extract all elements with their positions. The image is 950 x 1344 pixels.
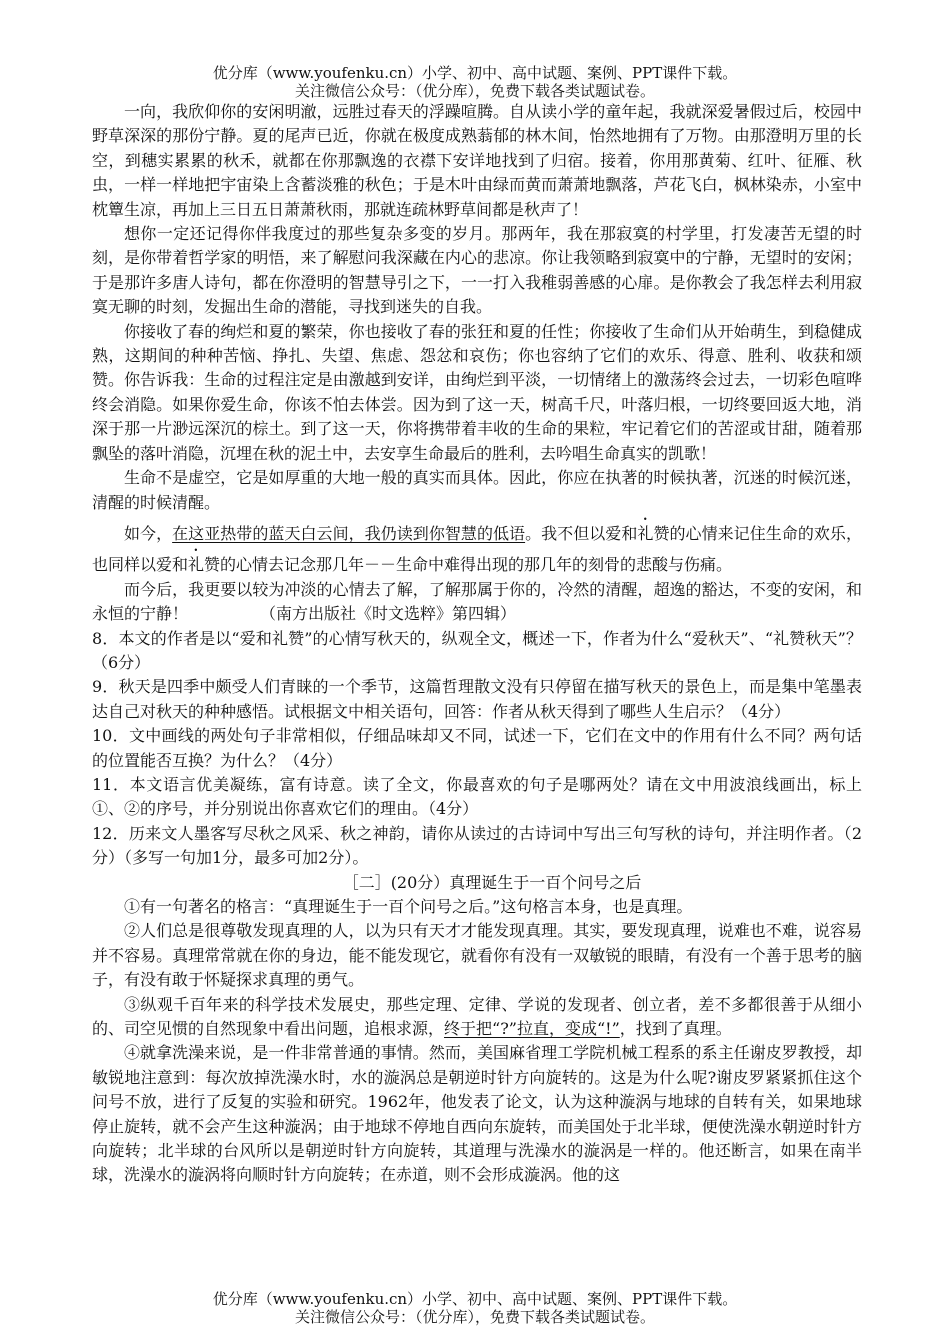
emphasis-char-2: 礼	[188, 555, 205, 575]
page-header	[0, 64, 950, 100]
essay1-paragraph-3: 你接收了春的绚烂和夏的繁荣，你也接收了春的张狂和夏的任性；你接收了生命们从开始萌生，到稳健成熟，这期间的种种苦恼、挣扎、失望、焦虑、怨忿和哀伤；你也容纳了它们的欢乐、得意、胜利、收获和颂赞。你告诉我：生命的过程注定是由激越到安详，由绚烂到平淡，一切情绪上的激荡终会过去，一切彩色喧哗终会消隐。如果你爱生命，你该不怕去体尝。因为到了这一天，树高千尺，叶落归根，一切终要回返大地，消深于那一片渺远深沉的棕土。到了这一天，你将携带着丰收的生命的果粒，牢记着它们的苦涩或甘甜，随着那飘坠的落叶消隐，沉埋在秋的泥土中，去安享生命最后的胜利，去吟唱生命真实的凯歌！	[92, 321, 862, 463]
p5-pre: 如今，	[124, 523, 173, 543]
header-line-1: 优分库（www.youfenku.cn）小学、初中、高中试题、案例、PPT课件下载。	[212, 64, 738, 82]
question-8: 8．本文的作者是以“爱和礼赞”的心情写秋天的，纵观全文，概述一下，作者为什么“爱秋天”、“礼赞秋天”？（6分）	[92, 628, 862, 672]
essay2-paragraph-1: ①有一句著名的格言：“真理诞生于一百个问号之后。”这句格言本身，也是真理。	[124, 897, 693, 916]
question-12: 12．历来文人墨客写尽秋之风采、秋之神韵，请你从读过的古诗词中写出三句写秋的诗句，并注明作者。（2分）（多写一句加1分，最多可加2分）。	[92, 823, 862, 868]
document-body	[92, 100, 862, 1188]
question-10: 10．文中画线的两处句子非常相似，仔细品味却又不同，试述一下，它们在文中的作用有什么不同？两句话的位置能否互换？为什么？（4分）	[92, 726, 862, 770]
essay1-paragraph-4: 生命不是虚空，它是如厚重的大地一般的真实而具体。因此，你应在执著的时候执著，沉迷的时候沉迷，清醒的时候清醒。	[92, 468, 862, 512]
p5-b: 赞的心情来记住生命的欢乐，也同样以爱和	[92, 523, 862, 575]
p6-text: 而今后，我更要以较为冲淡的心情去了解，了解那属于你的，冷然的清醒，超逸的豁达，不变的安闲，和永恒的宁静！	[92, 579, 862, 624]
header-line-2: 关注微信公众号：（优分库），免费下载各类试题试卷。	[294, 82, 655, 100]
essay1-paragraph-5	[92, 515, 862, 578]
question-11: 11．本文语言优美凝练，富有诗意。读了全文，你最喜欢的句子是哪两处？请在文中用波浪线画出，标上①、②的序号，并分别说出你喜欢它们的理由。（4分）	[92, 774, 862, 819]
essay2-paragraph-4: ④就拿洗澡来说，是一件非常普通的事情。然而，美国麻省理工学院机械工程系的系主任谢皮罗教授，却敏锐地注意到：每次放掉洗澡水时，水的漩涡总是朝逆时针方向旋转的。这是为什么呢?谢皮罗紧紧抓住这个问号不放，进行了反复的实验和研究。1962年，他发表了论文，认为这种漩涡与地球的自转有关，如果地球停止旋转，就不会产生这种漩涡；由于地球不停地自西向东旋转，而美国处于北半球，便使洗澡水朝逆时针方向旋转；北半球的台风所以是朝逆时针方向旋转，其道理与洗澡水的漩涡是一样的。他还断言，如果在南半球，洗澡水的漩涡将向顺时针方向旋转；在赤道，则不会形成漩涡。他的这	[92, 1043, 862, 1185]
page-footer	[0, 1290, 950, 1326]
essay1-paragraph-1: 一向，我欣仰你的安闲明澈，远胜过春天的浮躁喧腾。自从读小学的童年起，我就深爱暑假过后，校园中野草深深的那份宁静。夏的尾声已近，你就在极度成熟蓊郁的林木间，怡然地拥有了万物。由那澄明万里的长空，到穗实累累的秋禾，就都在你那飘逸的衣襟下安详地找到了归宿。接着，你用那黄菊、红叶、征雁、秋虫，一样一样地把宇宙染上含蓄淡雅的秋色；于是木叶由绿而黄而萧萧地飘落，芦花飞白，枫林染赤，小室中枕簟生凉，再加上三日五日萧萧秋雨，那就连疏林野草间都是秋声了！	[92, 102, 862, 219]
essay2-paragraph-2: ②人们总是很尊敬发现真理的人，以为只有天才才能发现真理。其实，要发现真理，说难也不难，说容易并不容易。真理常常就在你的身边，能不能发现它，就看你有没有一双敏锐的眼睛，有没有一个善于思考的脑子，有没有敢于怀疑探求真理的勇气。	[92, 921, 862, 990]
underlined-sentence-1: 在这亚热带的蓝天白云间，我仍读到你智慧的低语	[172, 523, 526, 543]
essay2-title: ［二］(20分）真理诞生于一百个问号之后	[342, 872, 642, 892]
essay2-paragraph-3	[92, 993, 862, 1042]
source-citation: （南方出版社《时文选粹》第四辑）	[260, 604, 517, 624]
underlined-sentence-2: 终于把“?”拉直，变成“!”	[444, 1019, 620, 1039]
essay1-paragraph-2: 想你一定还记得你伴我度过的那些复杂多变的岁月。那两年，我在那寂寞的村学里，打发凄苦无望的时刻，是你带着哲学家的明悟，来了解慰问我深藏在内心的悲凉。你让我领略到寂寞中的宁静，无望时的安闲；于是那许多唐人诗句，都在你澄明的智慧导引之下，一一打入我稚弱善感的心扉。是你教会了我怎样去利用寂寞无聊的时刻，发掘出生命的潜能，寻找到迷失的自我。	[92, 224, 862, 317]
p3-b: ，找到了真理。	[619, 1019, 732, 1039]
essay1-paragraph-6	[92, 578, 862, 627]
p3-a: ③纵观千百年来的科学技术发展史，那些定理、定律、学说的发现者、创立者，差不多都很善于从细小的、司空见惯的自然现象中看出问题，追根求源，	[92, 994, 862, 1039]
p5-a: 。我不但以爱和	[525, 523, 638, 543]
p5-c: 赞的心情去记念那几年－－生命中难得出现的那几年的刻骨的悲酸与伤痛。	[204, 555, 733, 575]
emphasis-char-1: 礼	[637, 523, 654, 543]
question-9: 9．秋天是四季中颇受人们青睐的一个季节，这篇哲理散文没有只停留在描写秋天的景色上，而是集中笔墨表达自己对秋天的种种感悟。试根据文中相关语句，回答：作者从秋天得到了哪些人生启示？（4分）	[92, 677, 862, 721]
footer-line-1: 优分库（www.youfenku.cn）小学、初中、高中试题、案例、PPT课件下载。	[212, 1290, 738, 1308]
footer-line-2: 关注微信公众号：（优分库），免费下载各类试题试卷。	[294, 1308, 655, 1326]
